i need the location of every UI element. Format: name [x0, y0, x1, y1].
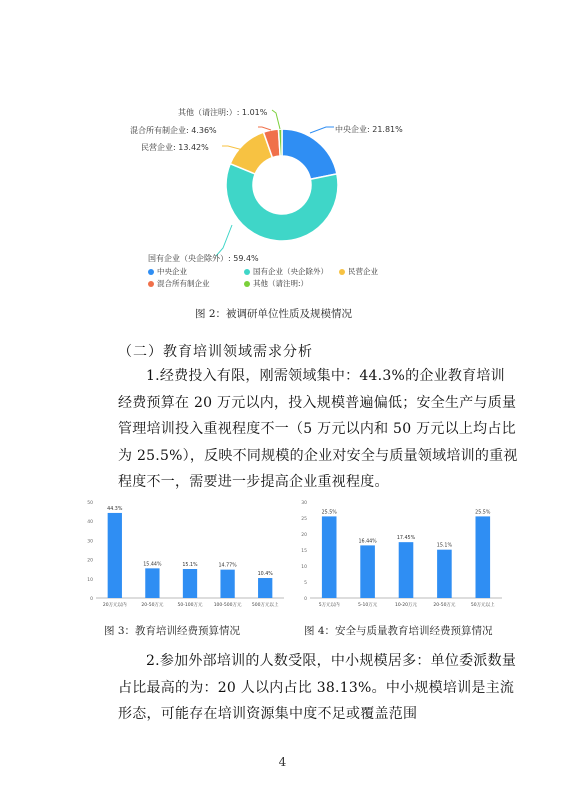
y-tick-label: 20	[301, 533, 307, 538]
bar	[145, 568, 159, 598]
paragraph-1-text: 1.经费投入有限，刚需领域集中：44.3%的企业教育培训经费预算在 20 万元以内，投入规模普遍偏低；安全生产与质量管理培训投入重视程度不一（5 万元以内和 50 万元以上均占比为 25.5%），反映不同规模的企业对安全与质量领域培训的重视程度不一，需要进一步提高企业重视程度。	[118, 368, 518, 490]
legend-item-other	[244, 278, 308, 289]
donut-label-mixed: 混合所有制企业: 4.36%	[130, 126, 217, 135]
leader-line-mixed	[258, 127, 271, 130]
y-tick-label: 15	[301, 549, 307, 554]
bar-chart-fig3	[82, 492, 288, 614]
paragraph-1	[118, 363, 518, 493]
y-tick-label: 10	[87, 577, 93, 583]
x-category-label: 100-500万元	[213, 603, 242, 608]
legend-item-central	[148, 266, 187, 277]
bar-value-label: 14.77%	[218, 563, 237, 569]
bar-value-label: 15.44%	[143, 562, 162, 568]
y-tick-label: 0	[304, 597, 307, 602]
bar	[108, 513, 122, 598]
y-tick-label: 0	[90, 597, 93, 602]
x-category-label: 20-50万元	[433, 603, 456, 608]
bar-value-label: 15.1%	[436, 543, 453, 549]
donut-slice-central	[282, 129, 337, 179]
bar	[322, 516, 337, 598]
bar	[476, 516, 491, 598]
bar-value-label: 25.5%	[475, 510, 491, 516]
legend-label: 中央企业	[157, 267, 187, 276]
bar-value-label: 44.3%	[107, 506, 123, 512]
bar-value-label: 16.44%	[358, 539, 377, 545]
legend-dot-private	[339, 269, 345, 275]
bar	[360, 545, 375, 598]
legend-item-private	[339, 266, 378, 277]
legend-label: 国有企业（央企除外）	[253, 267, 328, 276]
bar	[399, 542, 414, 598]
y-tick-label: 30	[87, 539, 93, 545]
x-category-label: 50万元以上	[470, 603, 495, 608]
donut-label-state: 国有企业（央企除外）: 59.4%	[148, 254, 259, 263]
x-category-label: 20-50万元	[141, 603, 164, 608]
x-category-label: 5万元以内	[318, 603, 340, 608]
legend-dot-state	[244, 269, 250, 275]
legend-label: 民营企业	[348, 267, 378, 276]
bar	[183, 569, 197, 598]
y-tick-label: 40	[87, 520, 93, 526]
legend-item-mixed	[148, 278, 210, 289]
donut-label-central: 中央企业: 21.81%	[335, 125, 403, 134]
y-tick-label: 10	[301, 565, 307, 570]
y-tick-label: 20	[87, 558, 93, 564]
x-category-label: 50-100万元	[177, 603, 203, 608]
bar-value-label: 10.4%	[257, 572, 273, 578]
bar	[258, 578, 272, 598]
legend-label: 其他（请注明:）	[253, 279, 309, 288]
figure-4-caption: 图 4：安全与质量教育培训经费预算情况	[304, 625, 493, 637]
legend-item-state	[244, 266, 328, 277]
section-heading: （二）教育培训领域需求分析	[118, 344, 313, 360]
x-category-label: 10-20万元	[394, 603, 418, 608]
y-tick-label: 5	[304, 581, 307, 586]
bar-value-label: 15.1%	[182, 563, 198, 569]
leader-line-other	[272, 110, 280, 129]
paragraph-2-text: 2.参加外部培训的人数受限，中小规模居多：单位委派数量占比最高的为：20 人以内占比 38.13%。中小规模培训是主流形态，可能存在培训资源集中度不足或覆盖范围	[118, 653, 517, 722]
y-tick-label: 50	[87, 501, 93, 506]
x-category-label: 20万元以内	[102, 603, 127, 608]
y-tick-label: 25	[301, 517, 307, 522]
page-number: 4	[278, 755, 287, 769]
x-category-label: 5-10万元	[357, 603, 378, 608]
bar	[437, 550, 452, 598]
bar-chart-fig4	[296, 492, 506, 614]
legend-label: 混合所有制企业	[157, 279, 210, 288]
leader-line-state	[216, 225, 232, 256]
legend-dot-mixed	[148, 281, 154, 287]
donut-label-private: 民营企业: 13.42%	[141, 143, 209, 152]
figure-3-caption: 图 3：教育培训经费预算情况	[104, 625, 241, 637]
donut-label-other: 其他（请注明:）: 1.01%	[178, 108, 268, 117]
paragraph-2	[118, 648, 518, 728]
legend-dot-other	[244, 281, 250, 287]
bar-value-label: 17.45%	[396, 536, 416, 542]
leader-line-central	[310, 127, 334, 133]
x-category-label: 500万元以上	[251, 603, 279, 608]
y-tick-label: 30	[301, 501, 307, 506]
bar	[220, 570, 234, 598]
figure-2-caption: 图 2：被调研单位性质及规模情况	[195, 308, 353, 320]
legend-dot-central	[148, 269, 154, 275]
bar-value-label: 25.5%	[321, 510, 337, 516]
